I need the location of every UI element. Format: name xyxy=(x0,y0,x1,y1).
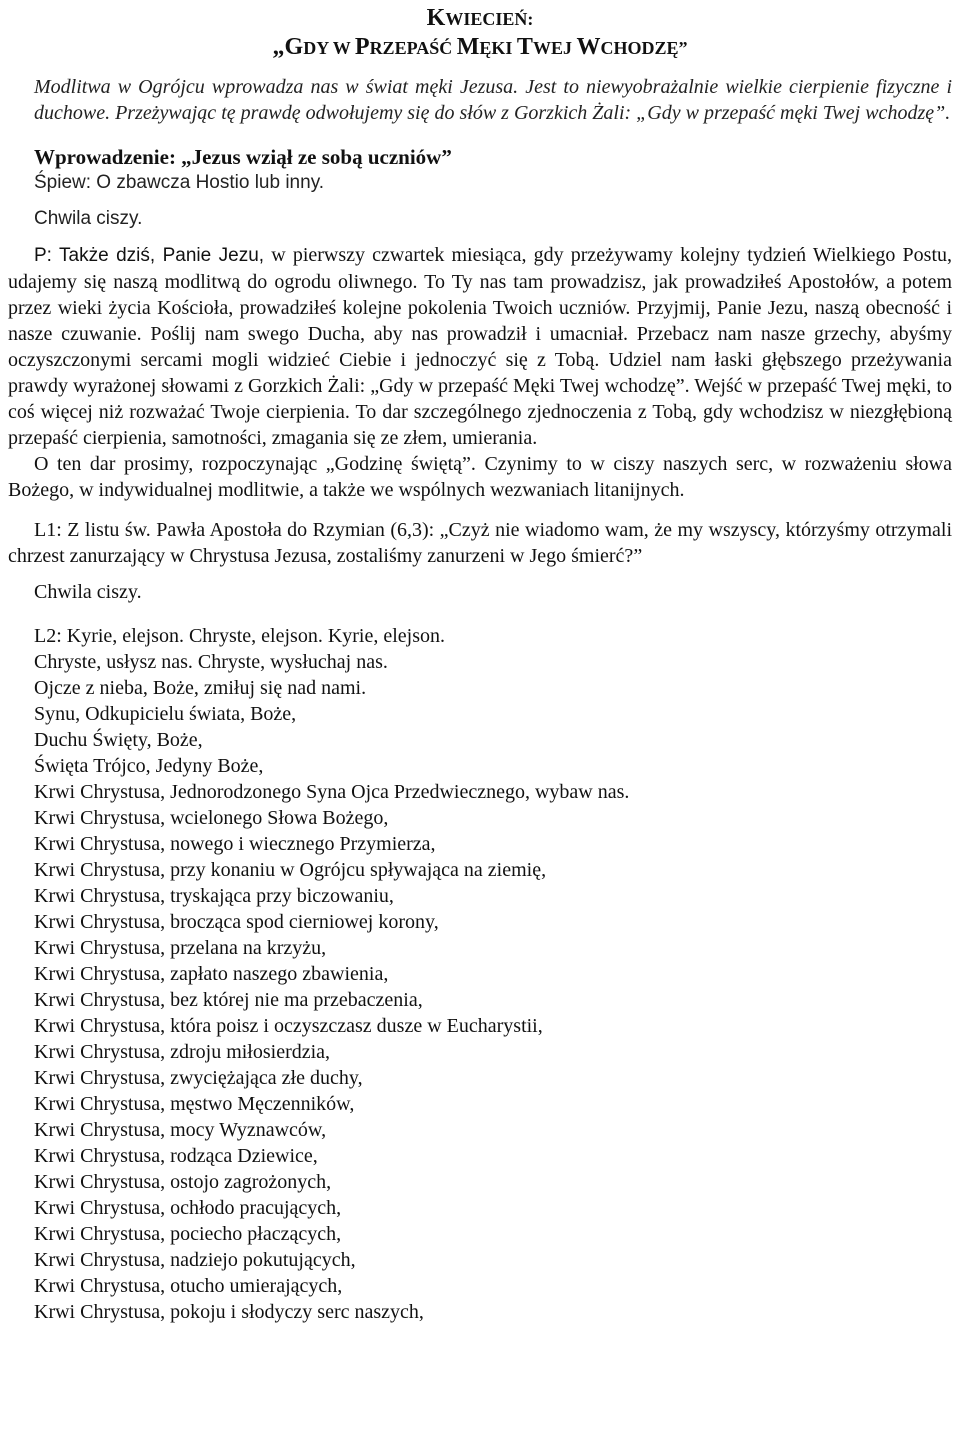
title-theme xyxy=(8,33,952,62)
silence-note-2: Chwila ciszy. xyxy=(34,581,142,603)
litany-line: Krwi Chrystusa, Jednorodzonego Syna Ojca Przedwiecznego, wybaw nas. xyxy=(34,781,630,803)
title-theme-quote: „ xyxy=(272,34,285,60)
litany-line: Krwi Chrystusa, zdroju miłosierdzia, xyxy=(34,1041,331,1063)
prayer-lead: P: Także dziś, Panie Jezu, xyxy=(34,245,265,266)
prayer-paragraph-1 xyxy=(8,242,952,451)
title-month-rest: WIECIEŃ: xyxy=(445,9,534,29)
litany-line: Krwi Chrystusa, zapłato naszego zbawienia, xyxy=(34,963,389,985)
litany-line: Święta Trójco, Jedyny Boże, xyxy=(34,755,264,777)
litany-line: Krwi Chrystusa, nadziejo pokutujących, xyxy=(34,1249,356,1271)
prayer-text: w pierwszy czwartek miesiąca, gdy przeżywamy kolejny tydzień Wielkiego Postu, udajemy się naszą modlitwą do ogrodu oliwnego. To Ty nas tam prowadzisz, jak prowadziłeś Apostołów, a potem przez wieki życia Kościoła, prowadziłeś kolejne pokolenia Twoich uczniów. Przyjmij, Panie Jezu, naszą obecność i nasze czuwanie. Poślij nam swego Ducha, aby nas prowadził i umacniał. Przebacz nam nasze grzechy, abyśmy oczyszczonymi sercami mogli widzieć Ciebie i jednoczyć się z Tobą. Udziel nam łaski głębszego przeżywania prawdy wyrażonej słowami z Gorzkich Żali: „Gdy w przepaść Męki Twej wchodzę”. Wejść w przepaść Twej męki, to coś więcej niż rozważać Twoje cierpienia. To dar szczególnego zjednoczenia z Tobą, gdy wchodzisz w niezgłębioną przepaść cierpienia, samotności, zmagania się ze złem, umierania. xyxy=(8,244,952,449)
reading-paragraph: L1: Z listu św. Pawła Apostoła do Rzymian (6,3): „Czyż nie wiadomo wam, że my wszyscy, którzyśmy otrzymali chrzest zanurzający w Chrystusa Jezusa, zostaliśmy zanurzeni w Jego śmierć?” xyxy=(8,519,952,567)
litany-line: Krwi Chrystusa, ostojo zagrożonych, xyxy=(34,1171,332,1193)
litany-line: Synu, Odkupicielu świata, Boże, xyxy=(34,703,297,725)
litany-line: Krwi Chrystusa, mocy Wyznawców, xyxy=(34,1119,327,1141)
prayer-paragraph-2: O ten dar prosimy, rozpoczynając „Godzinę świętą”. Czynimy to w ciszy naszych serc, w rozważeniu słowa Bożego, w indywidualnej modlitwie, a także we wspólnych wezwaniach litanijnych. xyxy=(8,453,952,501)
litany-line: Krwi Chrystusa, tryskająca przy biczowaniu, xyxy=(34,885,394,907)
litany-line: Duchu Święty, Boże, xyxy=(34,729,203,751)
litany-line: Krwi Chrystusa, która poisz i oczyszczasz dusze w Eucharystii, xyxy=(34,1015,543,1037)
litany-list xyxy=(8,623,952,1325)
litany-line: Krwi Chrystusa, nowego i wiecznego Przymierza, xyxy=(34,833,436,855)
litany-line: Krwi Chrystusa, zwyciężająca złe duchy, xyxy=(34,1067,363,1089)
litany-line: Krwi Chrystusa, rodząca Dziewice, xyxy=(34,1145,318,1167)
litany-line: Ojcze z nieba, Boże, zmiłuj się nad nami. xyxy=(34,677,367,699)
title-theme-part: ĘKI xyxy=(479,38,517,58)
silence-note-1: Chwila ciszy. xyxy=(34,208,143,229)
title-theme-part: G xyxy=(284,34,304,60)
title-theme-part: DY W xyxy=(303,38,355,58)
litany-line: Chryste, usłysz nas. Chryste, wysłuchaj nas. xyxy=(34,651,388,673)
litany-line: Krwi Chrystusa, pociecho płaczących, xyxy=(34,1223,342,1245)
title-theme-part: WEJ xyxy=(532,38,577,58)
title-month-initial: K xyxy=(426,5,446,31)
litany-line: Krwi Chrystusa, ochłodo pracujących, xyxy=(34,1197,342,1219)
title-theme-part: M xyxy=(456,34,480,60)
title-theme-part: CHODZĘ” xyxy=(600,38,688,58)
title-theme-part: W xyxy=(576,34,601,60)
litany-line: L2: Kyrie, elejson. Chryste, elejson. Kyrie, elejson. xyxy=(34,625,446,647)
title-theme-part: T xyxy=(516,34,533,60)
title-theme-part: P xyxy=(354,34,370,60)
song-instruction: Śpiew: O zbawcza Hostio lub inny. xyxy=(34,172,325,193)
litany-line: Krwi Chrystusa, pokoju i słodyczy serc naszych, xyxy=(34,1301,424,1323)
introduction-heading: Wprowadzenie: „Jezus wziął ze sobą uczniów” xyxy=(34,145,452,169)
litany-line: Krwi Chrystusa, męstwo Męczenników, xyxy=(34,1093,355,1115)
litany-line: Krwi Chrystusa, przelana na krzyżu, xyxy=(34,937,327,959)
litany-line: Krwi Chrystusa, przy konaniu w Ogrójcu spływająca na ziemię, xyxy=(34,859,547,881)
litany-line: Krwi Chrystusa, bez której nie ma przebaczenia, xyxy=(34,989,423,1011)
title-theme-part: RZEPAŚĆ xyxy=(369,38,457,58)
litany-line: Krwi Chrystusa, otucho umierających, xyxy=(34,1275,343,1297)
litany-line: Krwi Chrystusa, wcielonego Słowa Bożego, xyxy=(34,807,389,829)
intro-paragraph: Modlitwa w Ogrójcu wprowadza nas w świat męki Jezusa. Jest to niewyobrażalnie wielkie cierpienie fizyczne i duchowe. Przeżywając tę prawdę odwołujemy się do słów z Gorzkich Żali: „Gdy w przepaść męki Twej wchodzę”. xyxy=(34,76,952,124)
litany-line: Krwi Chrystusa, brocząca spod cierniowej korony, xyxy=(34,911,439,933)
title-month xyxy=(8,0,952,33)
